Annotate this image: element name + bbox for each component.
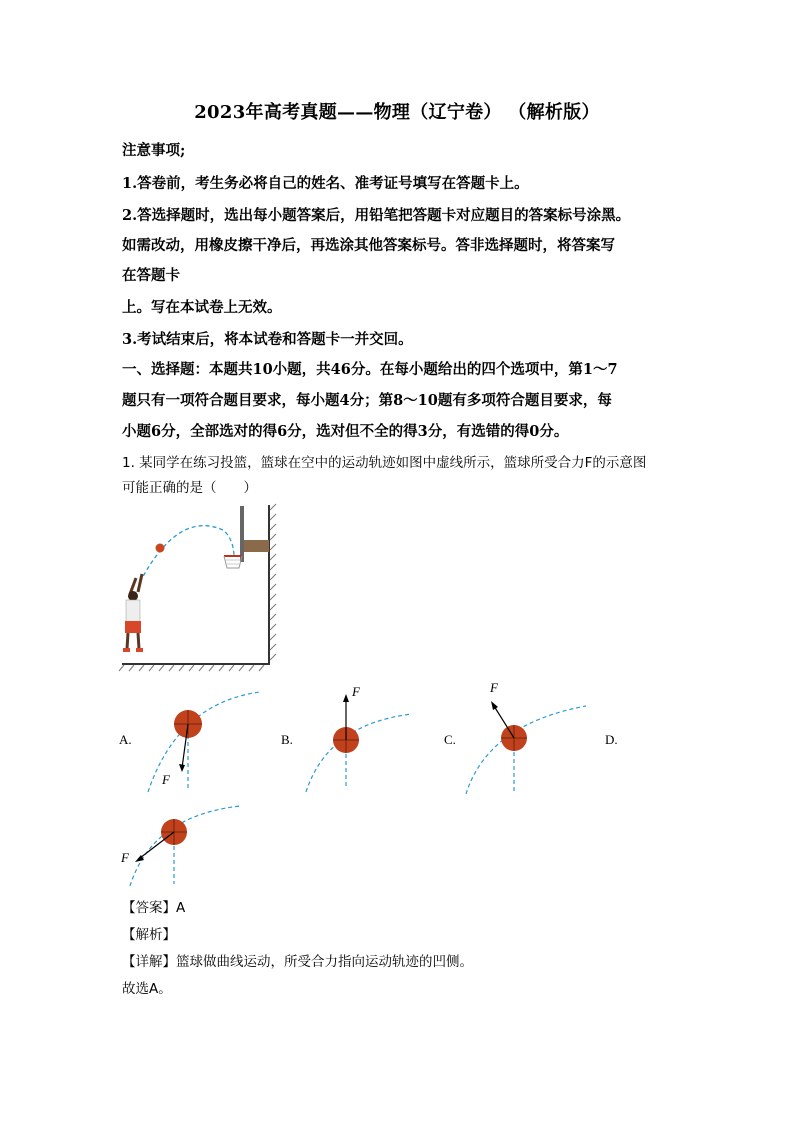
notes-line: 3.考试结束后，将本试卷和答题卡一并交回。 bbox=[122, 331, 413, 348]
notes-line: 如需改动，用橡皮擦干净后，再选涂其他答案标号。答非选择题时，将答案写 bbox=[122, 237, 615, 254]
section-line: 题只有一项符合题目要求，每小题4分；第8～10题有多项符合题目要求，每 bbox=[122, 392, 612, 409]
option-d-label[interactable]: D. bbox=[605, 732, 618, 747]
trajectory-line bbox=[306, 714, 412, 792]
force-label: F bbox=[162, 772, 170, 787]
section-line: 一、选择题：本题共10小题，共46分。在每小题给出的四个选项中，第1～7 bbox=[122, 361, 618, 378]
option-b-label[interactable]: B. bbox=[281, 732, 293, 747]
force-label: F bbox=[352, 684, 360, 699]
force-arrow bbox=[140, 832, 174, 858]
trajectory-line bbox=[466, 706, 586, 794]
notes-line: 2.答选择题时，选出每小题答案后，用铅笔把答题卡对应题目的答案标号涂黑。 bbox=[122, 207, 631, 224]
basketball-hoop bbox=[224, 506, 269, 568]
player-figure bbox=[123, 574, 143, 652]
court-floor bbox=[119, 664, 270, 671]
question-line: 1. 某同学在练习投篮，篮球在空中的运动轨迹如图中虚线所示，篮球所受合力F的示意图 bbox=[122, 455, 647, 471]
force-label: F bbox=[490, 680, 498, 695]
option-a-label[interactable]: A. bbox=[119, 732, 132, 747]
court-wall bbox=[269, 504, 276, 664]
section-line: 小题6分，全部选对的得6分，选对但不全的得3分，有选错的得0分。 bbox=[122, 423, 569, 440]
notes-line: 在答题卡 bbox=[122, 267, 180, 284]
answer-line: 【答案】A bbox=[122, 900, 186, 916]
option-b-figure[interactable] bbox=[300, 680, 416, 796]
conclusion-line: 故选A。 bbox=[122, 981, 172, 997]
trajectory-line bbox=[130, 806, 240, 886]
trajectory-line bbox=[140, 526, 234, 582]
page-title: 2023年高考真题——物理（辽宁卷） （解析版） bbox=[194, 102, 600, 123]
analysis-label: 【解析】 bbox=[122, 927, 176, 943]
question-line: 可能正确的是（ ） bbox=[122, 480, 257, 496]
detail-line: 【详解】篮球做曲线运动，所受合力指向运动轨迹的凹侧。 bbox=[122, 954, 473, 970]
basketball bbox=[156, 544, 165, 553]
notes-line: 上。写在本试卷上无效。 bbox=[122, 299, 282, 316]
notes-line: 1.答卷前，考生务必将自己的姓名、准考证号填写在答题卡上。 bbox=[122, 175, 529, 192]
option-c-label[interactable]: C. bbox=[444, 732, 456, 747]
option-a-figure[interactable] bbox=[138, 688, 264, 796]
option-c-figure[interactable] bbox=[462, 676, 592, 796]
notes-heading: 注意事项; bbox=[122, 142, 186, 159]
option-d-figure[interactable] bbox=[118, 798, 244, 890]
basketball-figure bbox=[118, 500, 278, 675]
force-label: F bbox=[121, 850, 129, 865]
